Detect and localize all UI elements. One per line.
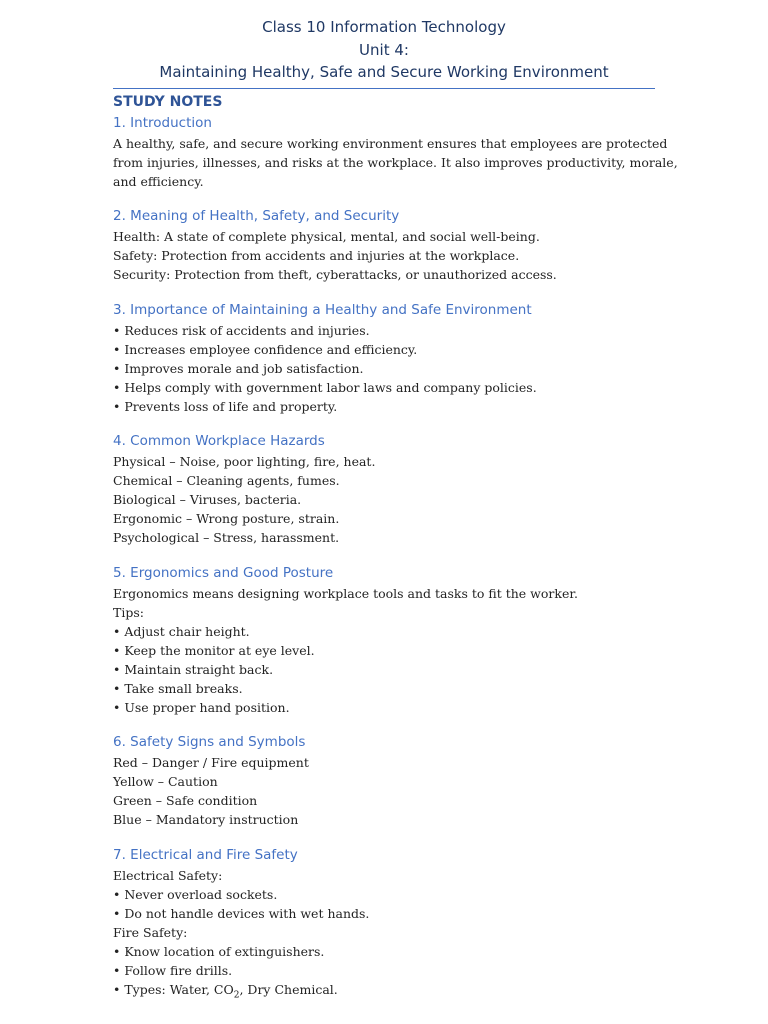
subheading-electrical: Electrical Safety: <box>113 867 223 883</box>
section-ergonomics <box>113 562 673 718</box>
bullet-item: • Take small breaks. <box>113 680 243 696</box>
bullet-item: • Adjust chair height. <box>113 623 250 639</box>
section-heading: 2. Meaning of Health, Safety, and Security <box>113 208 400 225</box>
subheading-fire: Fire Safety: <box>113 924 188 940</box>
hazard-item: Physical – Noise, poor lighting, fire, heat. <box>113 454 376 470</box>
bullet-item: • Helps comply with government labor laws and company policies. <box>113 379 537 395</box>
bullet-item: • Improves morale and job satisfaction. <box>113 360 364 376</box>
bullet-item: • Prevents loss of life and property. <box>113 398 338 414</box>
header-unit-title: Maintaining Healthy, Safe and Secure Working Environment <box>159 63 609 81</box>
definition-line: Safety: Protection from accidents and injuries at the workplace. <box>113 248 520 264</box>
bullet-item: • Keep the monitor at eye level. <box>113 642 315 658</box>
section-heading: 6. Safety Signs and Symbols <box>113 734 306 751</box>
sign-item: Yellow – Caution <box>113 774 218 790</box>
hazard-item: Biological – Viruses, bacteria. <box>113 492 302 508</box>
sign-item: Red – Danger / Fire equipment <box>113 755 309 771</box>
section-safety-signs <box>113 731 673 829</box>
bullet-item: • Do not handle devices with wet hands. <box>113 905 370 921</box>
section-heading: 4. Common Workplace Hazards <box>113 433 325 450</box>
bullet-item: • Increases employee confidence and efficiency. <box>113 341 418 357</box>
definition-line: Security: Protection from theft, cyberattacks, or unauthorized access. <box>113 267 557 283</box>
paragraph-line: from injuries, illnesses, and risks at the workplace. It also improves productivity, morale, <box>113 155 678 171</box>
document-body <box>113 92 678 1020</box>
section-heading: 1. Introduction <box>113 115 212 131</box>
section-importance <box>113 299 673 416</box>
header-divider <box>113 88 655 89</box>
bullet-item: • Use proper hand position. <box>113 700 290 716</box>
bullet-item: • Maintain straight back. <box>113 661 274 677</box>
bullet-item-extinguisher-types <box>113 980 673 1006</box>
hazard-item: Ergonomic – Wrong posture, strain. <box>113 511 340 527</box>
bullet-item: • Never overload sockets. <box>113 886 278 902</box>
document-header <box>113 16 655 84</box>
section-introduction <box>113 112 678 191</box>
paragraph-line: and efficiency. <box>113 174 204 190</box>
types-prefix: • Types: Water, CO <box>113 982 234 998</box>
study-notes-heading: STUDY NOTES <box>113 94 223 110</box>
sign-item: Blue – Mandatory instruction <box>113 812 299 828</box>
header-course-title: Class 10 Information Technology <box>262 18 506 36</box>
section-meaning <box>113 205 673 284</box>
paragraph-line: Ergonomics means designing workplace tools and tasks to fit the worker. <box>113 585 578 601</box>
definition-line: Health: A state of complete physical, mental, and social well-being. <box>113 229 540 245</box>
section-electrical-fire <box>113 844 673 1006</box>
types-subscript: 2 <box>233 990 240 1001</box>
section-hazards <box>113 430 673 547</box>
types-suffix: , Dry Chemical. <box>239 982 338 998</box>
section-heading: 7. Electrical and Fire Safety <box>113 846 298 863</box>
header-unit: Unit 4: <box>359 40 409 59</box>
hazard-item: Psychological – Stress, harassment. <box>113 530 340 546</box>
tips-label: Tips: <box>113 604 144 620</box>
hazard-item: Chemical – Cleaning agents, fumes. <box>113 473 340 489</box>
section-heading: 3. Importance of Maintaining a Healthy and Safe Environment <box>113 301 532 318</box>
bullet-item: • Reduces risk of accidents and injuries. <box>113 322 370 338</box>
bullet-item: • Follow fire drills. <box>113 963 233 978</box>
section-heading: 5. Ergonomics and Good Posture <box>113 564 334 581</box>
sign-item: Green – Safe condition <box>113 793 258 809</box>
bullet-item: • Know location of extinguishers. <box>113 943 325 959</box>
paragraph-line: A healthy, safe, and secure working environment ensures that employees are protected <box>113 136 668 151</box>
